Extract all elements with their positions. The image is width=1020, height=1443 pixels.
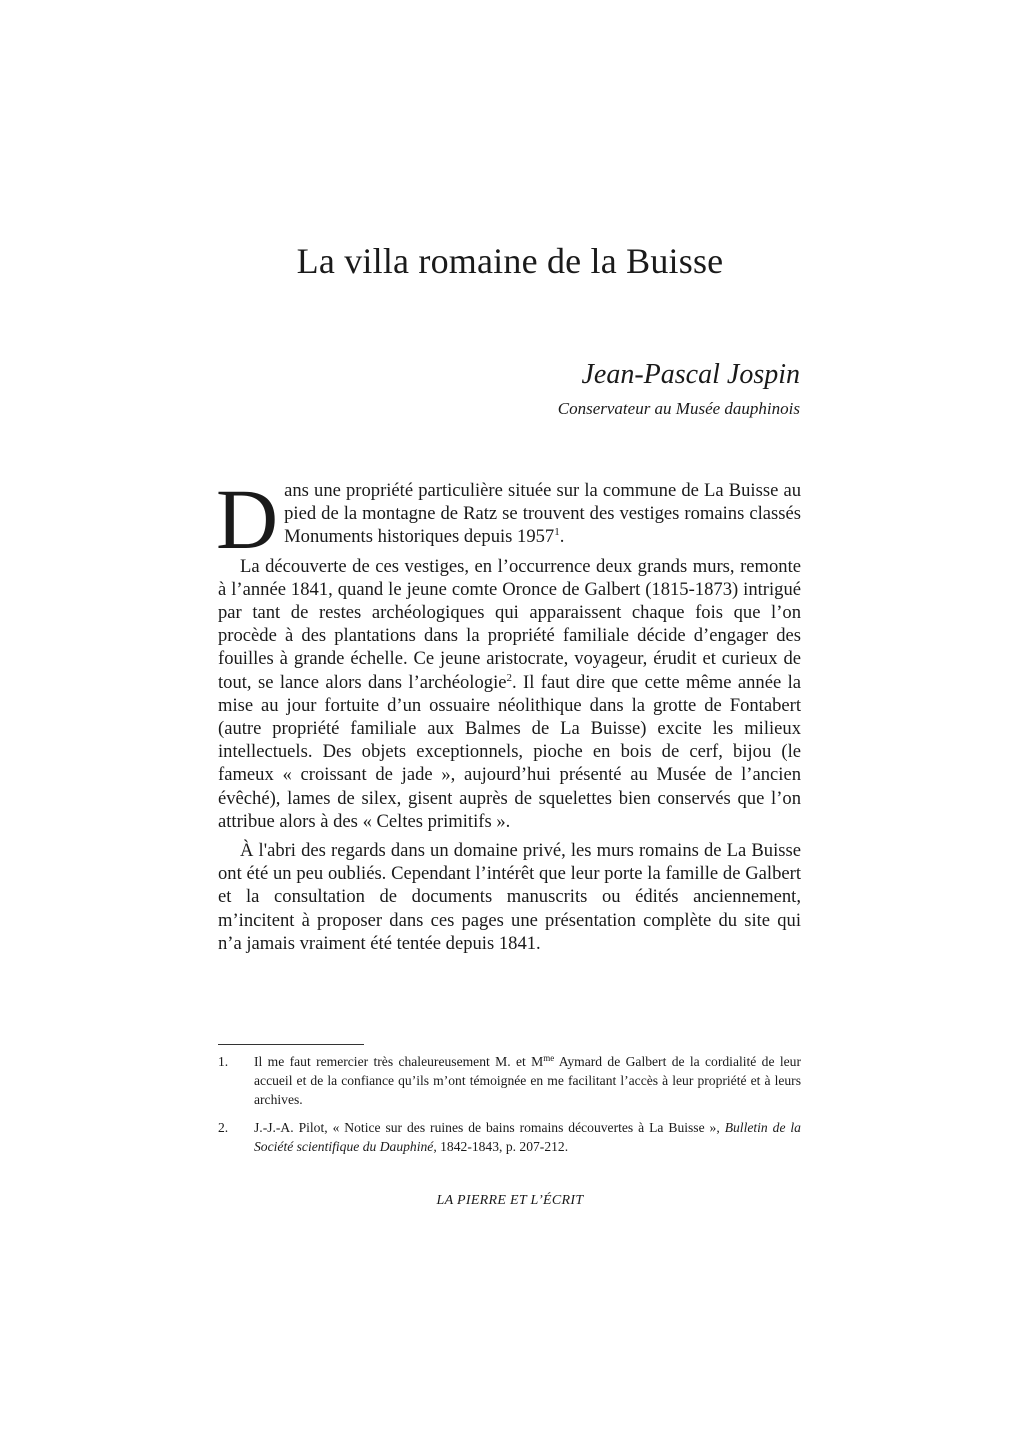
- footnote-2: [218, 1118, 801, 1156]
- footnote-2-journal-title: Bulletin de la Société scientifique du Dauphiné: [254, 1120, 801, 1154]
- footnote-number: 2.: [218, 1120, 229, 1135]
- drop-cap: D: [216, 471, 279, 567]
- author-block: [218, 358, 800, 420]
- running-footer: LA PIERRE ET L’ÉCRIT: [436, 1193, 584, 1208]
- paragraph-2-text-a: La découverte de ces vestiges, en l’occurrence deux grands murs, remonte à l’année 1841, quand le jeune comte Oronce de Galbert (1815-1873) intrigué par tant de restes archéologiques qui apparaissent chaque fois que l’on procède à des plantations dans la propriété familiale décide d’engager des fouilles à grande échelle. Ce jeune aristocrate, voyageur, érudit et curieux de tout, se lance alors dans l’archéologie: [218, 555, 801, 693]
- footnote-1-superscript: me: [543, 1053, 555, 1063]
- footnote-ref-1[interactable]: 1: [554, 526, 560, 539]
- footnote-2-text-b: , 1842-1843, p. 207-212.: [433, 1139, 569, 1154]
- footnote-number: 1.: [218, 1054, 229, 1069]
- paragraph-1-text: ans une propriété particulière située sur la commune de La Buisse au pied de la montagne de Ratz se trouvent des vestiges romains classés Monuments historiques depuis 1957: [284, 480, 801, 548]
- paragraph-1-end: .: [559, 526, 565, 548]
- footnote-ref-2[interactable]: 2: [506, 671, 512, 684]
- footnote-1: [218, 1052, 801, 1109]
- paragraph-2: [218, 555, 801, 833]
- article-body: [216, 471, 801, 961]
- footnote-1-text-b: Aymard de Galbert de la cordialité de leur accueil et de la confiance qu’ils m’ont témoignée en me facilitant l’accès à leur propriété et à leurs archives.: [254, 1054, 801, 1107]
- footnote-1-text-a: Il me faut remercier très chaleureusement M. et M: [254, 1054, 544, 1069]
- paragraph-3: À l'abri des regards dans un domaine privé, les murs romains de La Buisse ont été un peu oubliés. Cependant l’intérêt que leur porte la famille de Galbert et la consultation de documents manuscrits ou édités anciennement, m’incitent à proposer dans ces pages une présentation complète du site qui n’a jamais vraiment été tentée depuis 1841.: [218, 840, 801, 954]
- footnote-2-text-a: J.-J.-A. Pilot, « Notice sur des ruines de bains romains découvertes à La Buisse »,: [254, 1120, 725, 1135]
- article-title: La villa romaine de la Buisse: [296, 241, 724, 281]
- paragraph-1: [216, 471, 801, 567]
- author-affiliation: Conservateur au Musée dauphinois: [557, 399, 800, 418]
- paragraph-2-text-b: . Il faut dire que cette même année la mise au jour fortuite d’un ossuaire néolithique dans la grotte de Fontabert (autre propriété familiale aux Balmes de La Buisse) excite les milieux intellectuels. Des objets exceptionnels, pioche en bois de cerf, bijou (le fameux « croissant de jade », aujourd’hui présenté au Musée de l’ancien évêché), lames de silex, gisent auprès de squelettes bien conservés que l’on attribue alors à des « Celtes primitifs ».: [218, 671, 801, 832]
- footnote-separator: [218, 1044, 364, 1045]
- author-name: Jean-Pascal Jospin: [581, 359, 800, 390]
- footnotes: [218, 1052, 801, 1165]
